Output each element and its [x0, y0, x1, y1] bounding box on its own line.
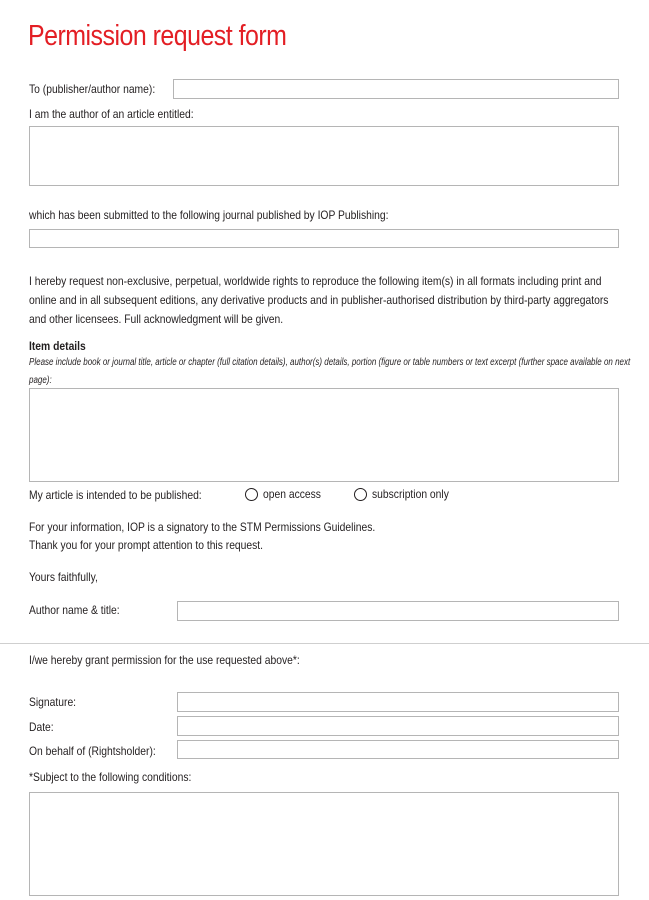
- page-title: Permission request form: [28, 20, 287, 52]
- subscription-only-label: subscription only: [372, 487, 449, 501]
- rightsholder-label: On behalf of (Rightsholder):: [29, 744, 156, 758]
- open-access-option[interactable]: [245, 487, 330, 501]
- journal-label: which has been submitted to the following journal published by IOP Publishing:: [29, 208, 389, 222]
- item-details-input[interactable]: [29, 388, 619, 482]
- author-name-label: Author name & title:: [29, 603, 120, 617]
- signature-input[interactable]: [177, 692, 619, 712]
- rightsholder-input[interactable]: [177, 740, 619, 759]
- to-label: To (publisher/author name):: [29, 82, 156, 96]
- sign-off: Yours faithfully,: [29, 570, 98, 584]
- radio-unchecked-icon[interactable]: [354, 488, 367, 501]
- publication-label: My article is intended to be published:: [29, 488, 202, 502]
- author-name-input[interactable]: [177, 601, 619, 621]
- rights-paragraph: I hereby request non-exclusive, perpetual, worldwide rights to reproduce the following item(s) in all formats including print and online and in all subsequent editions, any derivative products and in publisher-authorised distribution by third-party aggregators and other licensees. Full acknowledgment will be given.: [29, 274, 609, 326]
- to-input[interactable]: [173, 79, 619, 99]
- subscription-only-option[interactable]: [354, 487, 461, 501]
- radio-unchecked-icon[interactable]: [245, 488, 258, 501]
- article-title-label: I am the author of an article entitled:: [29, 107, 194, 121]
- thanks-line: Thank you for your prompt attention to this request.: [29, 538, 264, 552]
- conditions-input[interactable]: [29, 792, 619, 896]
- conditions-label: *Subject to the following conditions:: [29, 770, 192, 784]
- journal-input[interactable]: [29, 229, 619, 248]
- stm-info-line: For your information, IOP is a signatory to the STM Permissions Guidelines.: [29, 520, 376, 534]
- item-details-instructions: Please include book or journal title, article or chapter (full citation details), author(s) details, portion (figure or table numbers or text excerpt (further space available on next page):: [29, 357, 631, 386]
- date-label: Date:: [29, 720, 54, 734]
- article-title-input[interactable]: [29, 126, 619, 186]
- grant-statement: I/we hereby grant permission for the use requested above*:: [29, 653, 300, 667]
- signature-label: Signature:: [29, 695, 77, 709]
- item-details-heading: Item details: [29, 339, 86, 353]
- date-input[interactable]: [177, 716, 619, 736]
- section-divider: [0, 643, 649, 644]
- open-access-label: open access: [263, 487, 321, 501]
